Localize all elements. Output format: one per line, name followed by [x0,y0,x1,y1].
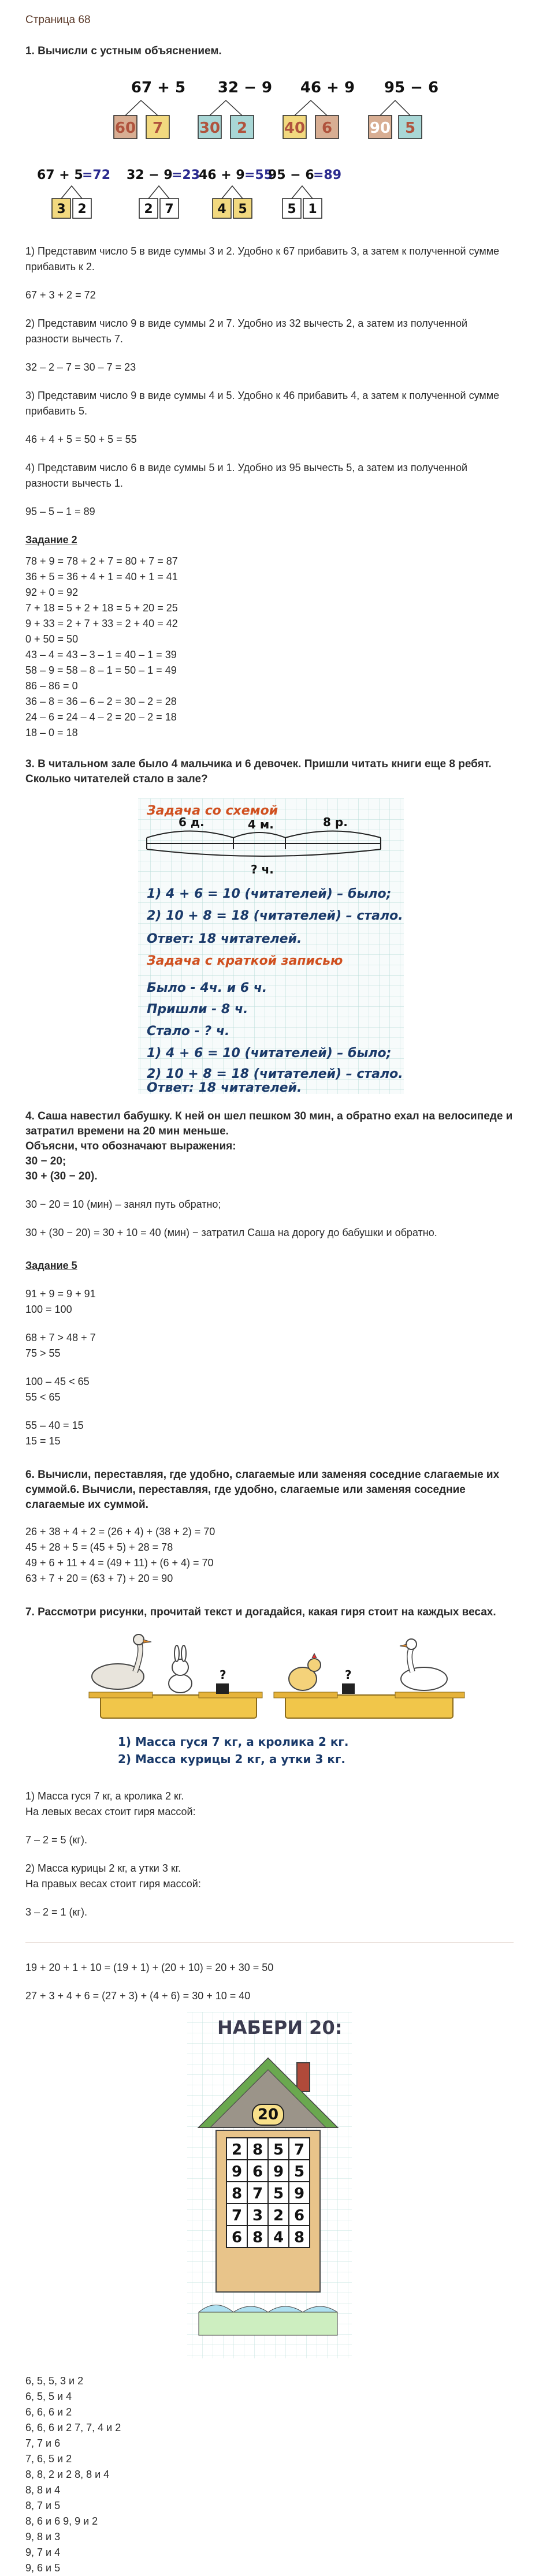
task-7-answer-1b: На левых весах стоит гиря массой: [25,1806,196,1817]
task-5-line: 55 < 65 [25,1391,61,1403]
task-5-line: 55 – 40 = 15 [25,1420,84,1431]
task-8-line-1: 19 + 20 + 1 + 10 = (19 + 1) + (20 + 10) = 20 + 30 = 50 [25,1962,274,1973]
task-2-line: 78 + 9 = 78 + 2 + 7 = 80 + 7 = 87 [25,555,178,567]
task-1-calc-4: 95 – 5 – 1 = 89 [25,506,95,517]
res-b2: =23 [172,168,200,182]
grid-number: 8 [231,2185,243,2202]
expr-4: 95 − 6 [384,79,439,96]
house-title: НАБЕРИ 20: [217,2017,343,2039]
task-1-calc-2: 32 – 2 – 7 = 30 – 7 = 23 [25,361,136,373]
grid-number: 5 [293,2163,305,2181]
task-7-heading: 7. Рассмотри рисунки, прочитай текст и догадайся, какая гиря стоит на каждых весах. [25,1606,496,1618]
box-4: 2 [236,120,248,137]
task-5-line: 100 – 45 < 65 [25,1376,90,1387]
task-8-line-2: 27 + 3 + 4 + 6 = (27 + 3) + (4 + 6) = 30 + 10 = 40 [25,1990,251,2002]
task-1-figure-top [25,70,514,151]
sol1-line1: 1) 4 + 6 = 10 (читателей) – было; [147,887,392,901]
seg-total: ? ч. [251,863,274,876]
duck-picture [400,1639,447,1690]
task-5-line: 75 > 55 [25,1347,61,1359]
task-2-line: 92 + 0 = 92 [25,587,79,598]
page-title: Страница 68 [25,14,91,26]
box-b6: 5 [238,202,247,216]
task-6-line: 63 + 7 + 20 = (63 + 7) + 20 = 90 [25,1573,173,1584]
task-6-line: 45 + 28 + 5 = (45 + 5) + 28 = 78 [25,1541,173,1553]
short-3: Стало - ? ч. [147,1024,230,1039]
grid-number: 5 [273,2141,284,2159]
grid-number: 6 [231,2229,243,2246]
grid-number: 5 [273,2185,284,2202]
task-5-line: 68 + 7 > 48 + 7 [25,1332,96,1343]
box-b8: 1 [308,202,317,216]
task-1-text-4: 4) Представим число 6 в виде суммы 5 и 1. Удобно из 95 вычесть 5, а затем из полученной разности вычесть 1. [25,462,468,489]
expr-b1: 67 + 5 [37,168,83,182]
task-1-calc-1: 67 + 3 + 2 = 72 [25,289,96,301]
grid-number: 8 [252,2229,263,2246]
task-4-answer-2: 30 + (30 − 20) = 30 + 10 = 40 (мин) − затратил Саша на дорогу до бабушки и обратно. [25,1227,437,1238]
sol2-line1: 1) 4 + 6 = 10 (читателей) – было; [147,1046,392,1061]
grid-number: 4 [273,2229,284,2246]
task-1-text-2: 2) Представим число 9 в виде суммы 2 и 7. Удобно из 32 вычесть 2, а затем из полученной разности вычесть 7. [25,318,468,345]
goose-picture [92,1634,151,1689]
task-7-scales-figure [25,1632,514,1776]
task-7-calc-2: 3 – 2 = 1 (кг). [25,1906,87,1918]
rabbit-picture [169,1645,192,1693]
answer-item: 9, 8 и 3 [25,2531,61,2543]
answer-item: 6, 5, 5, 3 и 2 [25,2375,84,2387]
caption-2: 2) Масса курицы 2 кг, а утки 3 кг. [118,1752,346,1766]
task-4-answer-1: 30 − 20 = 10 (мин) – занял путь обратно; [25,1199,221,1210]
box-5: 40 [284,120,306,137]
grid-number: 9 [231,2163,243,2181]
scheme-title: Задача со схемой [147,804,278,818]
task-1-text-1: 1) Представим число 5 в виде суммы 3 и 2. Удобно к 67 прибавить 3, а затем к полученной сумме прибавить к 2. [25,245,500,272]
hen-picture [289,1653,321,1690]
expr-b3: 46 + 9 [199,168,245,182]
answer-item: 8, 6 и 6 9, 9 и 2 [25,2515,98,2527]
sol1-answer: Ответ: 18 читателей. [147,932,302,946]
answer-item: 9, 6 и 5 [25,2562,61,2574]
task-2-line: 7 + 18 = 5 + 2 + 18 = 5 + 20 = 25 [25,602,178,614]
caption-1: 1) Масса гуся 7 кг, а кролика 2 кг. [118,1735,349,1749]
answer-item: 6, 6, 6 и 2 [25,2406,72,2418]
number-grid [226,2138,310,2248]
task-6-line: 49 + 6 + 11 + 4 = (49 + 11) + (6 + 4) = 70 [25,1557,214,1569]
answer-item: 7, 7 и 6 [25,2437,61,2449]
divider [25,1942,514,1943]
task-5-line: 15 = 15 [25,1435,61,1447]
box-2: 7 [152,120,163,137]
res-b4: =89 [313,168,342,182]
sol2-line2: 2) 10 + 8 = 18 (читателей) – стало. [147,1067,403,1081]
answer-item: 7, 6, 5 и 2 [25,2453,72,2465]
seg-boys: 4 м. [248,817,274,831]
answer-item: 6, 5, 5 и 4 [25,2391,72,2402]
res-b3: =55 [244,168,273,182]
task-2-line: 86 – 86 = 0 [25,680,78,692]
task-4-subheading: Объясни, что обозначают выражения: [25,1140,236,1152]
grid-number: 8 [293,2229,305,2246]
expr-3: 46 + 9 [300,79,355,96]
task-1-figure-bottom [25,163,514,226]
res-b1: =72 [82,168,111,182]
task-4-expr-1: 30 − 20; [25,1155,66,1167]
task-5-line: 100 = 100 [25,1304,72,1315]
task-1-calc-3: 46 + 4 + 5 = 50 + 5 = 55 [25,434,137,445]
task-6-heading: 6. Вычисли, переставляя, где удобно, слагаемые или заменяя соседние слагаемые их суммой.6. Вычисли, переставляя, где удобно, слагаемые или заменяя соседние слагаемые их суммой. [25,1469,500,1511]
grid-number: 8 [252,2141,263,2159]
task-7-answer-1a: 1) Масса гуся 7 кг, а кролика 2 кг. [25,1790,184,1802]
task-3-heading: 3. В читальном зале было 4 мальчика и 6 девочек. Пришли читать книги еще 8 ребят. Сколько читателей стало в зале? [25,758,492,785]
grid-number: 9 [293,2185,305,2202]
grid-number: 6 [252,2163,263,2181]
box-3: 30 [199,120,221,137]
answer-item: 8, 8 и 4 [25,2484,61,2496]
answer-item: 9, 7 и 4 [25,2547,61,2558]
box-b3: 2 [144,202,153,216]
weight-question-left [216,1668,229,1694]
task-7-answer-2a: 2) Масса курицы 2 кг, а утки 3 кг. [25,1862,181,1874]
house-number: 20 [257,2106,279,2123]
short-1: Было - 4ч. и 6 ч. [147,981,267,995]
box-b5: 4 [217,202,226,216]
task-1-heading: 1. Вычисли с устным объяснением. [25,45,222,57]
box-b1: 3 [57,202,66,216]
grid-number: 2 [231,2141,243,2159]
answer-item: 6, 6, 6 и 2 7, 7, 4 и 2 [25,2422,121,2433]
box-8: 5 [404,120,416,137]
task-6-line: 26 + 38 + 4 + 2 = (26 + 4) + (38 + 2) = 70 [25,1526,215,1537]
sol1-line2: 2) 10 + 8 = 18 (читателей) – стало. [147,909,403,923]
grid-number: 9 [273,2163,284,2181]
expr-2: 32 − 9 [217,79,273,96]
task-2-line: 0 + 50 = 50 [25,633,79,645]
grid-number: 2 [273,2207,284,2224]
task-2-line: 36 – 8 = 36 – 6 – 2 = 30 – 2 = 28 [25,696,177,707]
weight-question-right [342,1668,355,1694]
expr-1: 67 + 5 [131,79,186,96]
seg-girls: 6 д. [179,815,205,829]
task-3-grid-figure [25,798,514,1094]
task-2-line: 36 + 5 = 36 + 4 + 1 = 40 + 1 = 41 [25,571,178,583]
task-2-line: 18 – 0 = 18 [25,727,78,738]
task-4-expr-2: 30 + (30 − 20). [25,1170,98,1182]
task-2-line: 9 + 33 = 2 + 7 + 33 = 2 + 40 = 42 [25,618,178,629]
task-5-line: 91 + 9 = 9 + 91 [25,1288,96,1300]
task-2-line: 24 – 6 = 24 – 4 – 2 = 20 – 2 = 18 [25,711,177,723]
task-7-calc-1: 7 – 2 = 5 (кг). [25,1834,87,1846]
grid-number: 7 [231,2207,243,2224]
grid-number: 7 [293,2141,305,2159]
task-1-text-3: 3) Представим число 9 в виде суммы 4 и 5. Удобно к 46 прибавить 4, а затем к полученной сумме прибавить 5. [25,390,500,417]
seg-kids: 8 р. [323,815,348,829]
expr-b2: 32 − 9 [127,168,173,182]
answer-item: 8, 7 и 5 [25,2500,61,2511]
box-1: 60 [114,120,136,137]
sol2-answer: Ответ: 18 читателей. [147,1081,302,1094]
box-b4: 7 [165,202,174,216]
box-6: 6 [321,120,333,137]
box-b7: 5 [287,202,296,216]
svg-text:?: ? [220,1668,226,1682]
grid-number: 6 [293,2207,305,2224]
task-2-heading: Задание 2 [25,534,77,546]
task-7-answer-2b: На правых весах стоит гиря массой: [25,1878,201,1890]
house-figure [25,2012,514,2358]
short-2: Пришли - 8 ч. [147,1002,248,1017]
task-2-line: 43 – 4 = 43 – 3 – 1 = 40 – 1 = 39 [25,649,177,660]
grid-number: 3 [252,2207,263,2224]
box-7: 90 [369,120,391,137]
grid-number: 7 [252,2185,263,2202]
box-b2: 2 [77,202,87,216]
task-2-line: 58 – 9 = 58 – 8 – 1 = 50 – 1 = 49 [25,664,177,676]
task-4-heading: 4. Саша навестил бабушку. К ней он шел пешком 30 мин, а обратно ехал на велосипеде и затратил времени на 20 мин меньше. [25,1110,513,1137]
task-5-heading: Задание 5 [25,1260,77,1271]
expr-b4: 95 − 6 [268,168,314,182]
short-title: Задача с краткой записью [147,954,343,968]
answer-item: 8, 8, 2 и 2 8, 8 и 4 [25,2469,110,2480]
svg-text:?: ? [345,1668,352,1682]
